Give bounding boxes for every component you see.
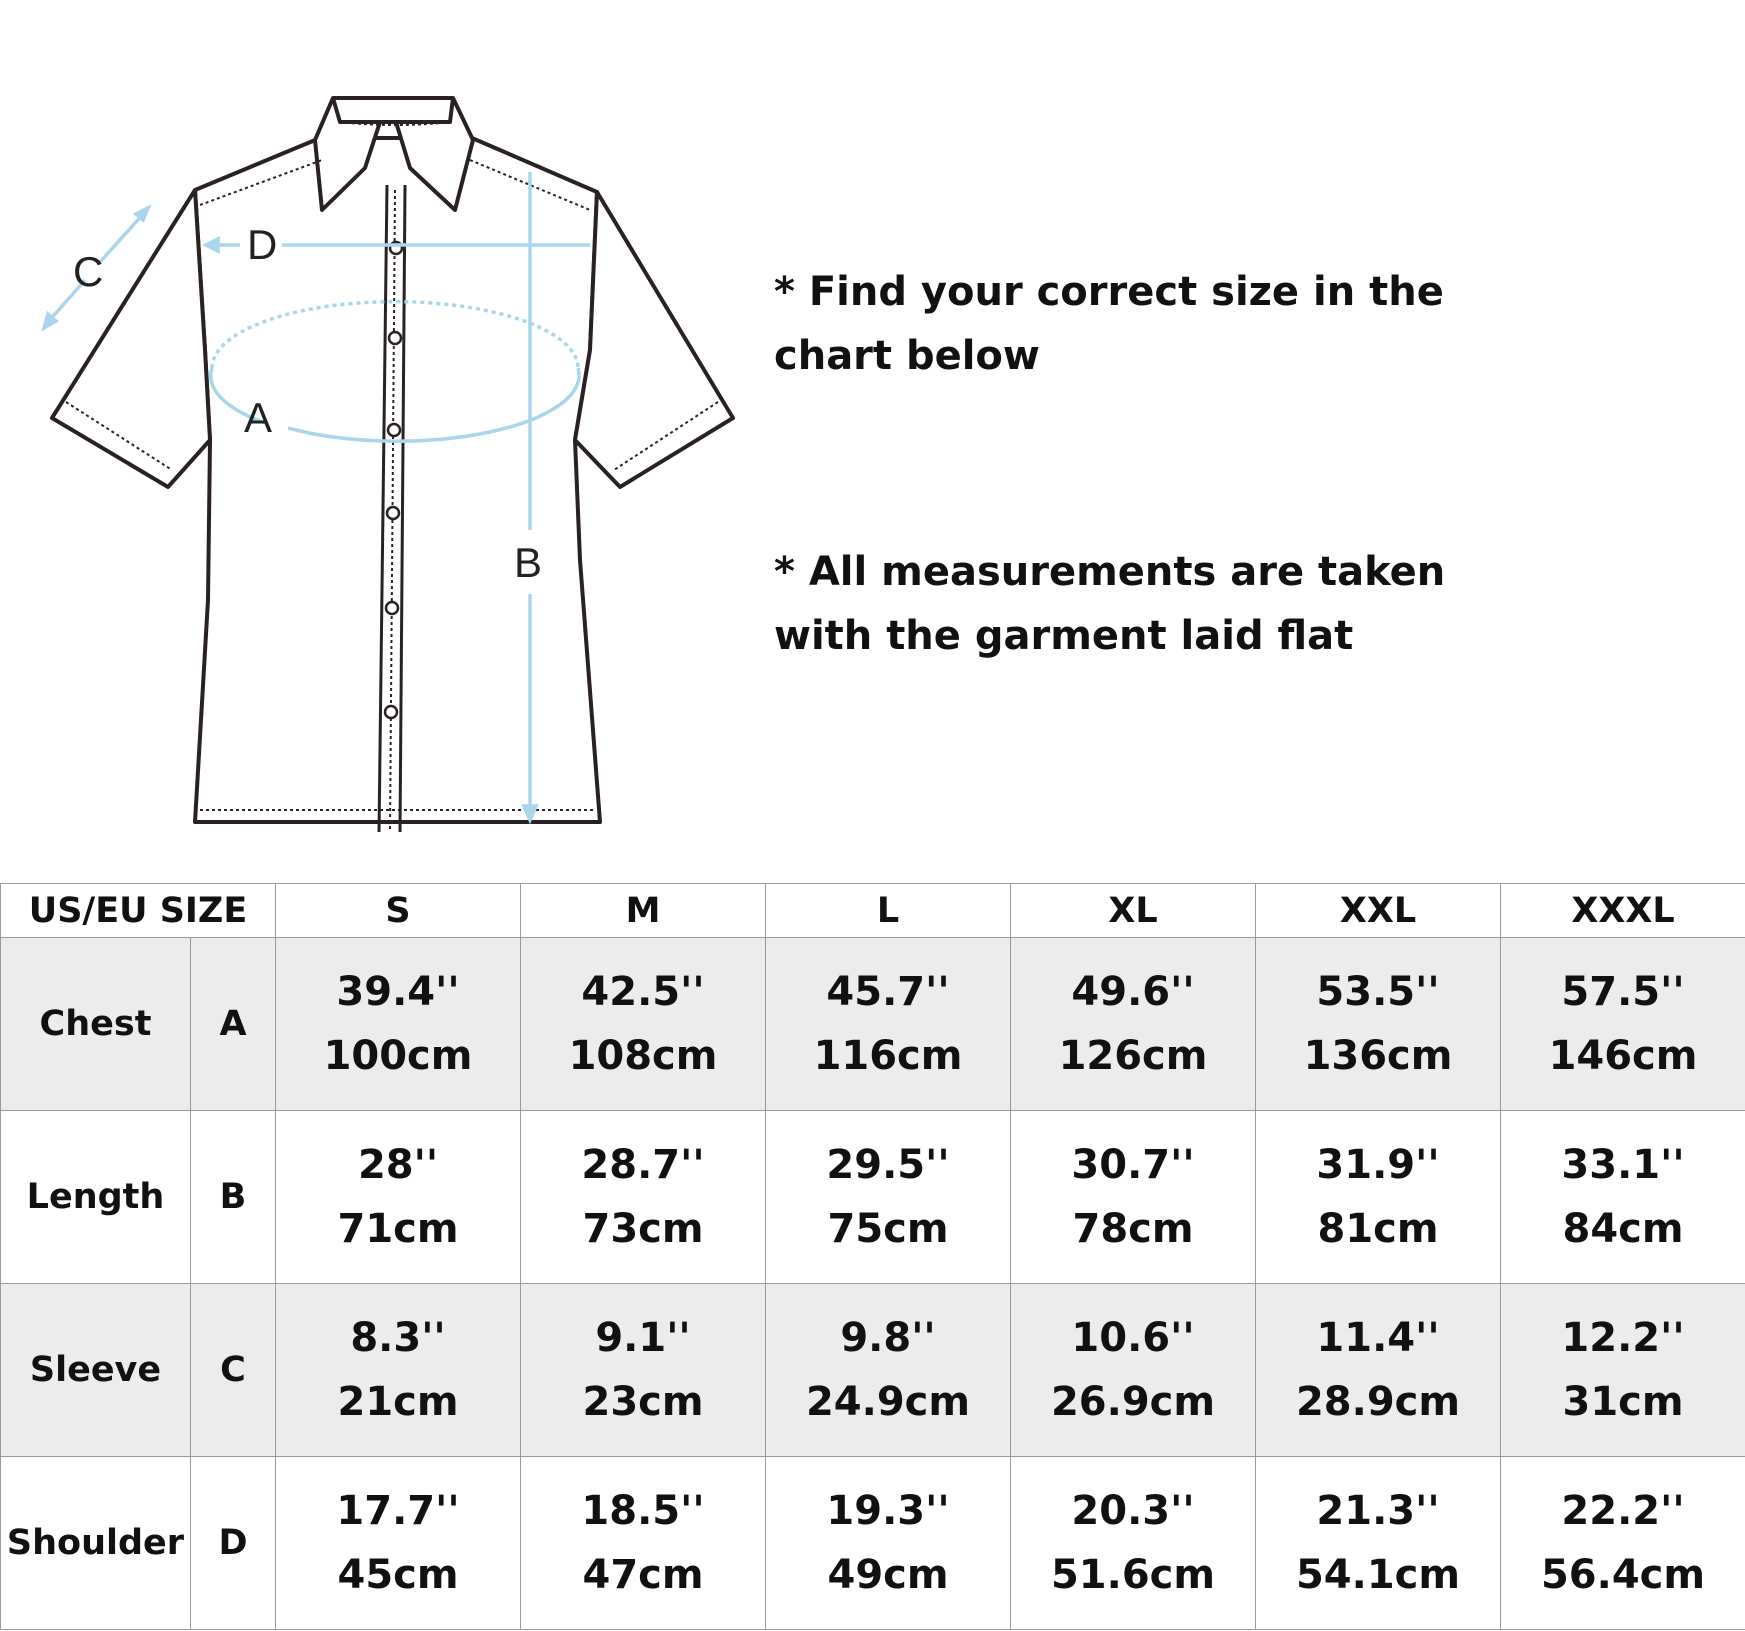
value-inches: 22.2''	[1561, 1488, 1685, 1534]
size-col-xl: XL	[1011, 884, 1256, 938]
size-col-xxl: XXL	[1256, 884, 1501, 938]
measure-name: Chest	[1, 938, 191, 1111]
value-cm: 45cm	[337, 1552, 459, 1598]
value-cell	[1501, 1284, 1745, 1457]
value-cell	[766, 938, 1011, 1111]
value-inches: 49.6''	[1071, 969, 1195, 1015]
row-shoulder	[1, 1457, 1745, 1630]
value-cm: 81cm	[1317, 1206, 1439, 1252]
value-inches: 21.3''	[1316, 1488, 1440, 1534]
value-inches: 33.1''	[1561, 1142, 1685, 1188]
value-cell	[1256, 1457, 1501, 1630]
value-cell	[521, 1284, 766, 1457]
value-cell	[276, 938, 521, 1111]
shirt-measurement-diagram	[0, 0, 760, 860]
value-inches: 39.4''	[336, 969, 460, 1015]
value-inches: 31.9''	[1316, 1142, 1440, 1188]
value-cell	[766, 1111, 1011, 1284]
value-cm: 146cm	[1548, 1033, 1698, 1079]
value-cell	[276, 1457, 521, 1630]
label-d: D	[247, 221, 278, 268]
value-cm: 78cm	[1072, 1206, 1194, 1252]
size-col-m: M	[521, 884, 766, 938]
value-cell	[1256, 1111, 1501, 1284]
label-c: C	[73, 248, 104, 295]
value-inches: 45.7''	[826, 969, 950, 1015]
value-inches: 18.5''	[581, 1488, 705, 1534]
value-cell	[521, 1457, 766, 1630]
value-cm: 49cm	[827, 1552, 949, 1598]
value-cell	[521, 938, 766, 1111]
value-inches: 11.4''	[1316, 1315, 1440, 1361]
value-cell	[1501, 1111, 1745, 1284]
measure-code: A	[191, 938, 276, 1111]
value-inches: 57.5''	[1561, 969, 1685, 1015]
value-cm: 73cm	[582, 1206, 704, 1252]
value-inches: 8.3''	[350, 1315, 446, 1361]
value-cell	[1256, 938, 1501, 1111]
value-cell	[521, 1111, 766, 1284]
value-cell	[766, 1284, 1011, 1457]
value-cm: 28.9cm	[1295, 1379, 1461, 1425]
value-inches: 28''	[357, 1142, 439, 1188]
value-cm: 23cm	[582, 1379, 704, 1425]
value-inches: 53.5''	[1316, 969, 1440, 1015]
value-cell	[276, 1111, 521, 1284]
value-cell	[1011, 1457, 1256, 1630]
value-cell	[1501, 1457, 1745, 1630]
label-b: B	[514, 539, 543, 586]
value-cell	[766, 1457, 1011, 1630]
note-find-size: * Find your correct size in the chart below	[774, 269, 1444, 379]
value-inches: 12.2''	[1561, 1315, 1685, 1361]
value-cm: 126cm	[1058, 1033, 1208, 1079]
value-cell	[276, 1284, 521, 1457]
value-cm: 56.4cm	[1540, 1552, 1706, 1598]
value-cell	[1011, 1284, 1256, 1457]
value-cm: 84cm	[1562, 1206, 1684, 1252]
value-cm: 71cm	[337, 1206, 459, 1252]
value-cm: 116cm	[813, 1033, 963, 1079]
value-cm: 51.6cm	[1050, 1552, 1216, 1598]
value-cm: 26.9cm	[1050, 1379, 1216, 1425]
measure-code: B	[191, 1111, 276, 1284]
value-inches: 9.8''	[840, 1315, 936, 1361]
size-chart-table	[0, 883, 1745, 1630]
size-col-l: L	[766, 884, 1011, 938]
value-cell	[1011, 1111, 1256, 1284]
label-a: A	[244, 394, 273, 441]
value-cell	[1501, 938, 1745, 1111]
measure-name: Shoulder	[1, 1457, 191, 1630]
value-inches: 28.7''	[581, 1142, 705, 1188]
size-system-label: US/EU SIZE	[1, 884, 276, 938]
value-cell	[1256, 1284, 1501, 1457]
value-cm: 100cm	[323, 1033, 473, 1079]
size-col-s: S	[276, 884, 521, 938]
value-inches: 30.7''	[1071, 1142, 1195, 1188]
value-inches: 29.5''	[826, 1142, 950, 1188]
value-cell	[1011, 938, 1256, 1111]
value-cm: 21cm	[337, 1379, 459, 1425]
size-col-xxxl: XXXL	[1501, 884, 1745, 938]
value-cm: 108cm	[568, 1033, 718, 1079]
value-cm: 136cm	[1303, 1033, 1453, 1079]
row-chest	[1, 938, 1745, 1111]
value-inches: 20.3''	[1071, 1488, 1195, 1534]
value-cm: 75cm	[827, 1206, 949, 1252]
value-cm: 54.1cm	[1295, 1552, 1461, 1598]
row-length	[1, 1111, 1745, 1284]
size-header-row	[1, 884, 1745, 938]
value-cm: 47cm	[582, 1552, 704, 1598]
value-inches: 9.1''	[595, 1315, 691, 1361]
value-inches: 17.7''	[336, 1488, 460, 1534]
value-inches: 42.5''	[581, 969, 705, 1015]
note-laid-flat: * All measurements are taken with the garment laid flat	[774, 549, 1446, 659]
value-cm: 24.9cm	[805, 1379, 971, 1425]
row-sleeve	[1, 1284, 1745, 1457]
measure-name: Length	[1, 1111, 191, 1284]
measure-code: D	[191, 1457, 276, 1630]
value-cm: 31cm	[1562, 1379, 1684, 1425]
value-inches: 19.3''	[826, 1488, 950, 1534]
measure-code: C	[191, 1284, 276, 1457]
value-inches: 10.6''	[1071, 1315, 1195, 1361]
measure-name: Sleeve	[1, 1284, 191, 1457]
